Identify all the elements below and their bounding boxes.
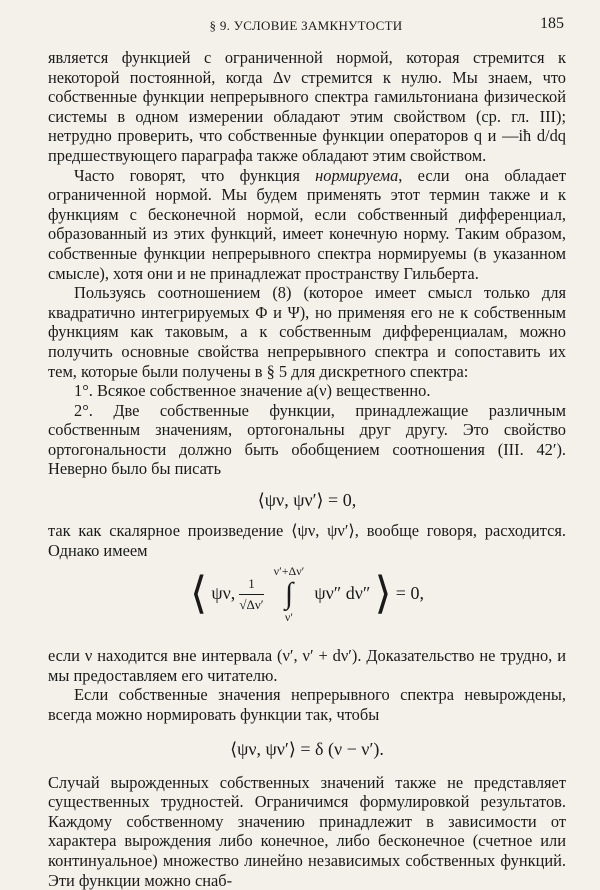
page-number: 185	[540, 15, 564, 32]
paragraph-2-start: Часто говорят, что функция	[74, 165, 316, 185]
integral-lower-limit: ν′	[284, 610, 293, 625]
right-angle-bracket: ⟩	[374, 568, 392, 620]
paragraph-2	[48, 166, 566, 284]
running-header	[48, 12, 564, 38]
eq2-left-term: ψν,	[211, 583, 236, 604]
paragraph-1: является функцией с ограниченной нормой, которая стремится к некоторой постоянной, когда Δν стремится к нулю. Мы знаем, что собственные функции непрерывного спектра гамильтониана физической системы в одном измерении обладают этим свойством (ср. гл. III); нетрудно проверить, что собственные функции операторов q и —iħ d/dq предшествующего параграфа также обладают этим свойством.	[48, 48, 566, 165]
equation-2	[48, 564, 566, 642]
term-normalizable: нормируема	[315, 165, 399, 185]
integral-sign	[274, 564, 305, 624]
paragraph-4: так как скалярное произведение ⟨ψν, ψν′⟩, вообще говоря, расходится. Однако имеем	[48, 521, 566, 560]
paragraph-2-end: , если она обладает ограниченной нормой. Мы будем применять этот термин также и к функциям с бесконечной нормой, если собственный дифференциал, образованный из этих функций, имеет конечную норму. Таким образом, собственные функции непрерывного спектра нормируемы (в указанном смысле), хотя они и не принадлежат пространству Гильберта.	[48, 165, 566, 283]
integral-symbol: ∫	[284, 577, 294, 611]
eq2-integrand: ψν″ dν″	[314, 583, 371, 604]
eq2-numerator: 1	[239, 574, 263, 595]
property-2: 2°. Две собственные функции, принадлежащие различным собственным значениям, ортогональны друг другу. Это свойство ортогональности должно быть обобщением соотношения (III. 42′). Неверно было бы писать	[48, 400, 566, 479]
paragraph-3: Пользуясь соотношением (8) (которое имеет смысл только для квадратично интегрируемых Φ и Ψ), но применяя его не к собственным функциям как таковым, а к собственным дифференциалам, можно получить основные свойства непрерывного спектра и сопоставить их тем, которые были получены в § 5 для дискретного спектра:	[48, 283, 566, 381]
eq2-denominator: √Δν′	[239, 596, 264, 612]
left-angle-bracket: ⟨	[190, 568, 208, 620]
eq2-fraction	[239, 574, 263, 614]
paragraph-6: Если собственные значения непрерывного спектра невырождены, всегда можно нормировать функции так, чтобы	[48, 685, 566, 725]
equation-1: ⟨ψν, ψν′⟩ = 0,	[257, 490, 357, 511]
integral-upper-limit: ν′+Δν′	[273, 564, 305, 579]
paragraph-5: если ν находится вне интервала (ν′, ν′ + dν′). Доказательство не трудно, и мы предоставляем его читателю.	[48, 646, 566, 685]
page-body	[48, 48, 566, 890]
equation-3: ⟨ψν, ψν′⟩ = δ (ν − ν′).	[230, 738, 384, 759]
property-1: 1°. Всякое собственное значение a(ν) вещественно.	[74, 381, 431, 401]
chapter-title: § 9. УСЛОВИЕ ЗАМКНУТОСТИ	[209, 18, 403, 33]
eq2-right: = 0,	[395, 583, 424, 604]
paragraph-7: Случай вырожденных собственных значений также не представляет существенных трудностей. Ограничимся формулировкой результатов. Каждому собственному значению принадлежит в зависимости от характера вырождения либо конечное, либо бесконечное (счетное или континуальное) множество линейно независимых собственных функций. Эти функции можно снаб-	[48, 772, 566, 890]
